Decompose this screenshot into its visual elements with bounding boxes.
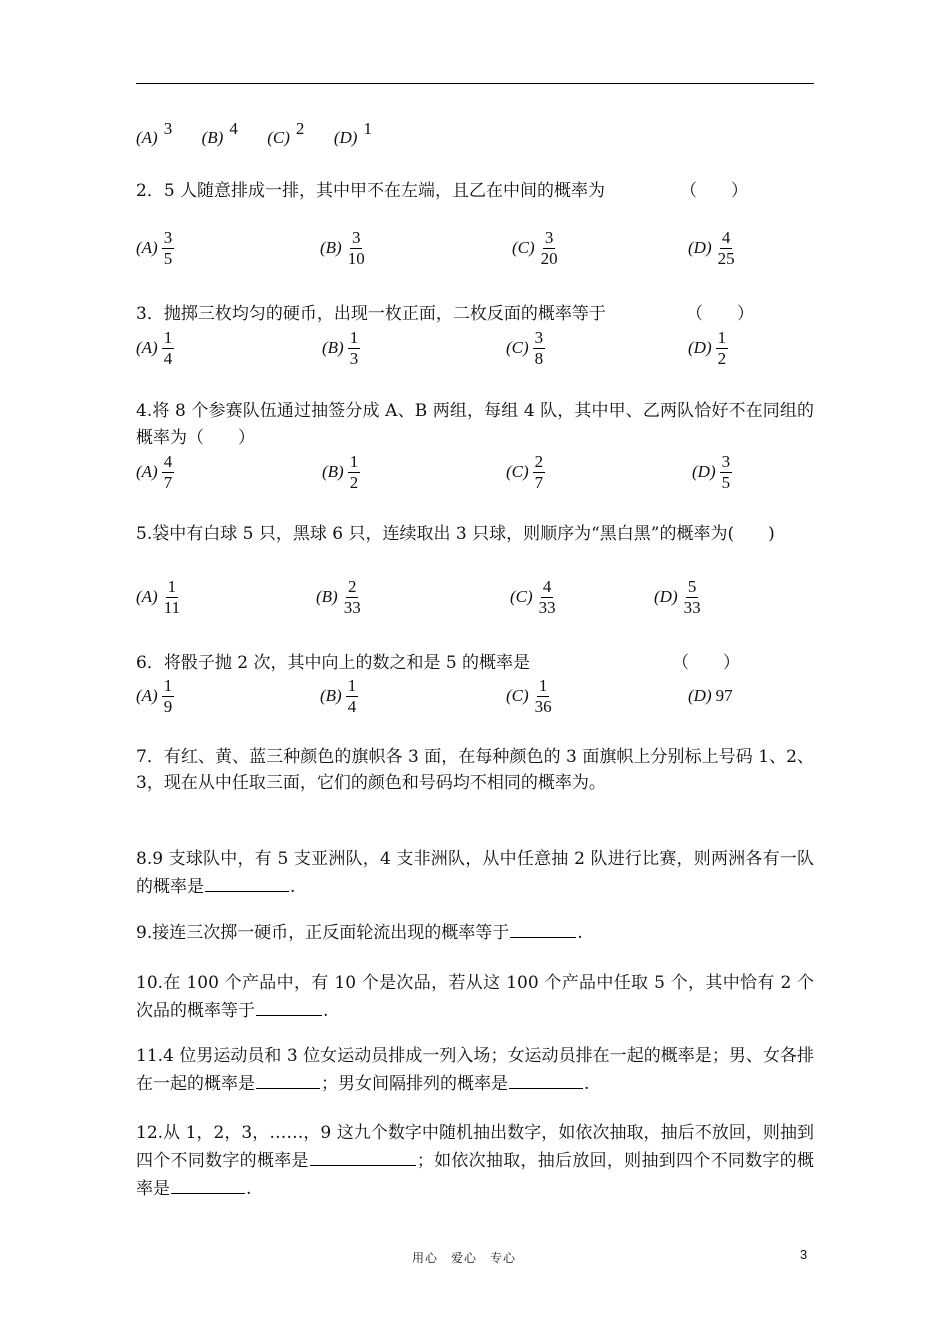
page-number: 3 (800, 1247, 808, 1262)
q9-text: 9.接连三次掷一硬币，正反面轮流出现的概率等于 . (136, 919, 814, 947)
q8-text: 8.9 支球队中，有 5 支亚洲队，4 支非洲队，从中任意抽 2 队进行比赛，则两洲各有一队的概率是 . (136, 849, 814, 897)
q6-option-d: (D) 97 (688, 686, 733, 705)
q7-text: 7．有红、黄、蓝三种颜色的旗帜各 3 面，在每种颜色的 3 面旗帜上分别标上号码 1、2、3，现在从中任取三面，它们的颜色和号码均不相同的概率为。 (136, 747, 814, 793)
q6-option-a: (A) $\frac{1}{9}$ (136, 675, 173, 716)
q12-text: 12.从 1，2，3，……，9 这九个数字中随机抽出数字，如依次抽取，抽后不放回，则抽到四个不同数字的概率是 ；如依次抽取，抽后放回，则抽到四个不同数字的概率是 . (136, 1123, 814, 1199)
q5-option-d: (D) $\frac{5}{33}$ (654, 576, 701, 617)
q6-options (136, 674, 816, 718)
q5-options (136, 575, 816, 619)
q2-option-b: (B) $\frac{3}{10}$ (320, 227, 365, 268)
q1-option-c: (C) 2 (267, 119, 305, 147)
q11-answer-blank-2[interactable] (509, 1070, 583, 1089)
q6-paren: （ ） (672, 653, 740, 673)
q6-option-c: (C) $\frac{1}{36}$ (506, 675, 552, 716)
q4-option-b: (B) $\frac{1}{2}$ (322, 451, 359, 492)
q8-answer-blank[interactable] (205, 873, 289, 892)
header-rule (136, 83, 814, 84)
q12-answer-blank-1[interactable] (310, 1147, 416, 1166)
q3-paren: （ ） (686, 304, 754, 324)
q4-text: 4.将 8 个参赛队伍通过抽签分成 A、B 两组，每组 4 队，其中甲、乙两队恰好不在同组的概率为（ ） (136, 401, 814, 448)
q11-answer-blank-1[interactable] (256, 1070, 320, 1089)
q6-option-b: (B) $\frac{1}{4}$ (320, 675, 357, 716)
q11-text: 11.4 位男运动员和 3 位女运动员排成一列入场；女运动员排在一起的概率是；男、女各排在一起的概率是 ；男女间隔排列的概率是 . (136, 1046, 814, 1094)
q1-option-b: (B) 4 (201, 119, 238, 147)
q1-option-a: (A) 3 (136, 119, 173, 147)
q12-answer-blank-2[interactable] (171, 1175, 245, 1194)
q10-answer-blank[interactable] (256, 997, 322, 1016)
q5-option-b: (B) $\frac{2}{33}$ (316, 576, 361, 617)
q2-option-c: (C) $\frac{3}{20}$ (512, 227, 558, 268)
q3-option-c: (C) $\frac{3}{8}$ (506, 327, 544, 368)
q3-option-d: (D) $\frac{1}{2}$ (688, 327, 727, 368)
q5-option-c: (C) $\frac{4}{33}$ (510, 576, 556, 617)
q2-text: 2．5 人随意排成一排，其中甲不在左端，且乙在中间的概率为 (136, 181, 606, 201)
q4-option-d: (D) $\frac{3}{5}$ (692, 451, 731, 492)
q1-option-d: (D) 1 (333, 119, 372, 147)
q4-option-a: (A) $\frac{4}{7}$ (136, 451, 173, 492)
q4-option-c: (C) $\frac{2}{7}$ (506, 451, 544, 492)
q6-text: 6．将骰子抛 2 次，其中向上的数之和是 5 的概率是 (136, 653, 531, 673)
q10-text: 10.在 100 个产品中，有 10 个是次品，若从这 100 个产品中任取 5 个，其中恰有 2 个次品的概率等于 . (136, 973, 814, 1021)
page-footer-text: 用心 爱心 专心 (412, 1251, 517, 1265)
q2-paren: （ ） (680, 181, 748, 201)
q1-options (136, 119, 372, 148)
q4-options (136, 450, 816, 494)
q3-option-a: (A) $\frac{1}{4}$ (136, 327, 173, 368)
q3-text: 3．抛掷三枚均匀的硬币，出现一枚正面，二枚反面的概率等于 (136, 304, 606, 324)
q9-answer-blank[interactable] (510, 919, 576, 938)
q2-option-a: (A) $\frac{3}{5}$ (136, 227, 173, 268)
q2-options (136, 226, 816, 270)
q3-option-b: (B) $\frac{1}{3}$ (322, 327, 359, 368)
q5-option-a: (A) $\frac{1}{11}$ (136, 576, 181, 617)
q5-text: 5.袋中有白球 5 只，黑球 6 只，连续取出 3 只球，则顺序为“黑白黑”的概率为( ) (136, 524, 775, 544)
q3-options (136, 326, 816, 370)
q2-option-d: (D) $\frac{4}{25}$ (688, 227, 735, 268)
